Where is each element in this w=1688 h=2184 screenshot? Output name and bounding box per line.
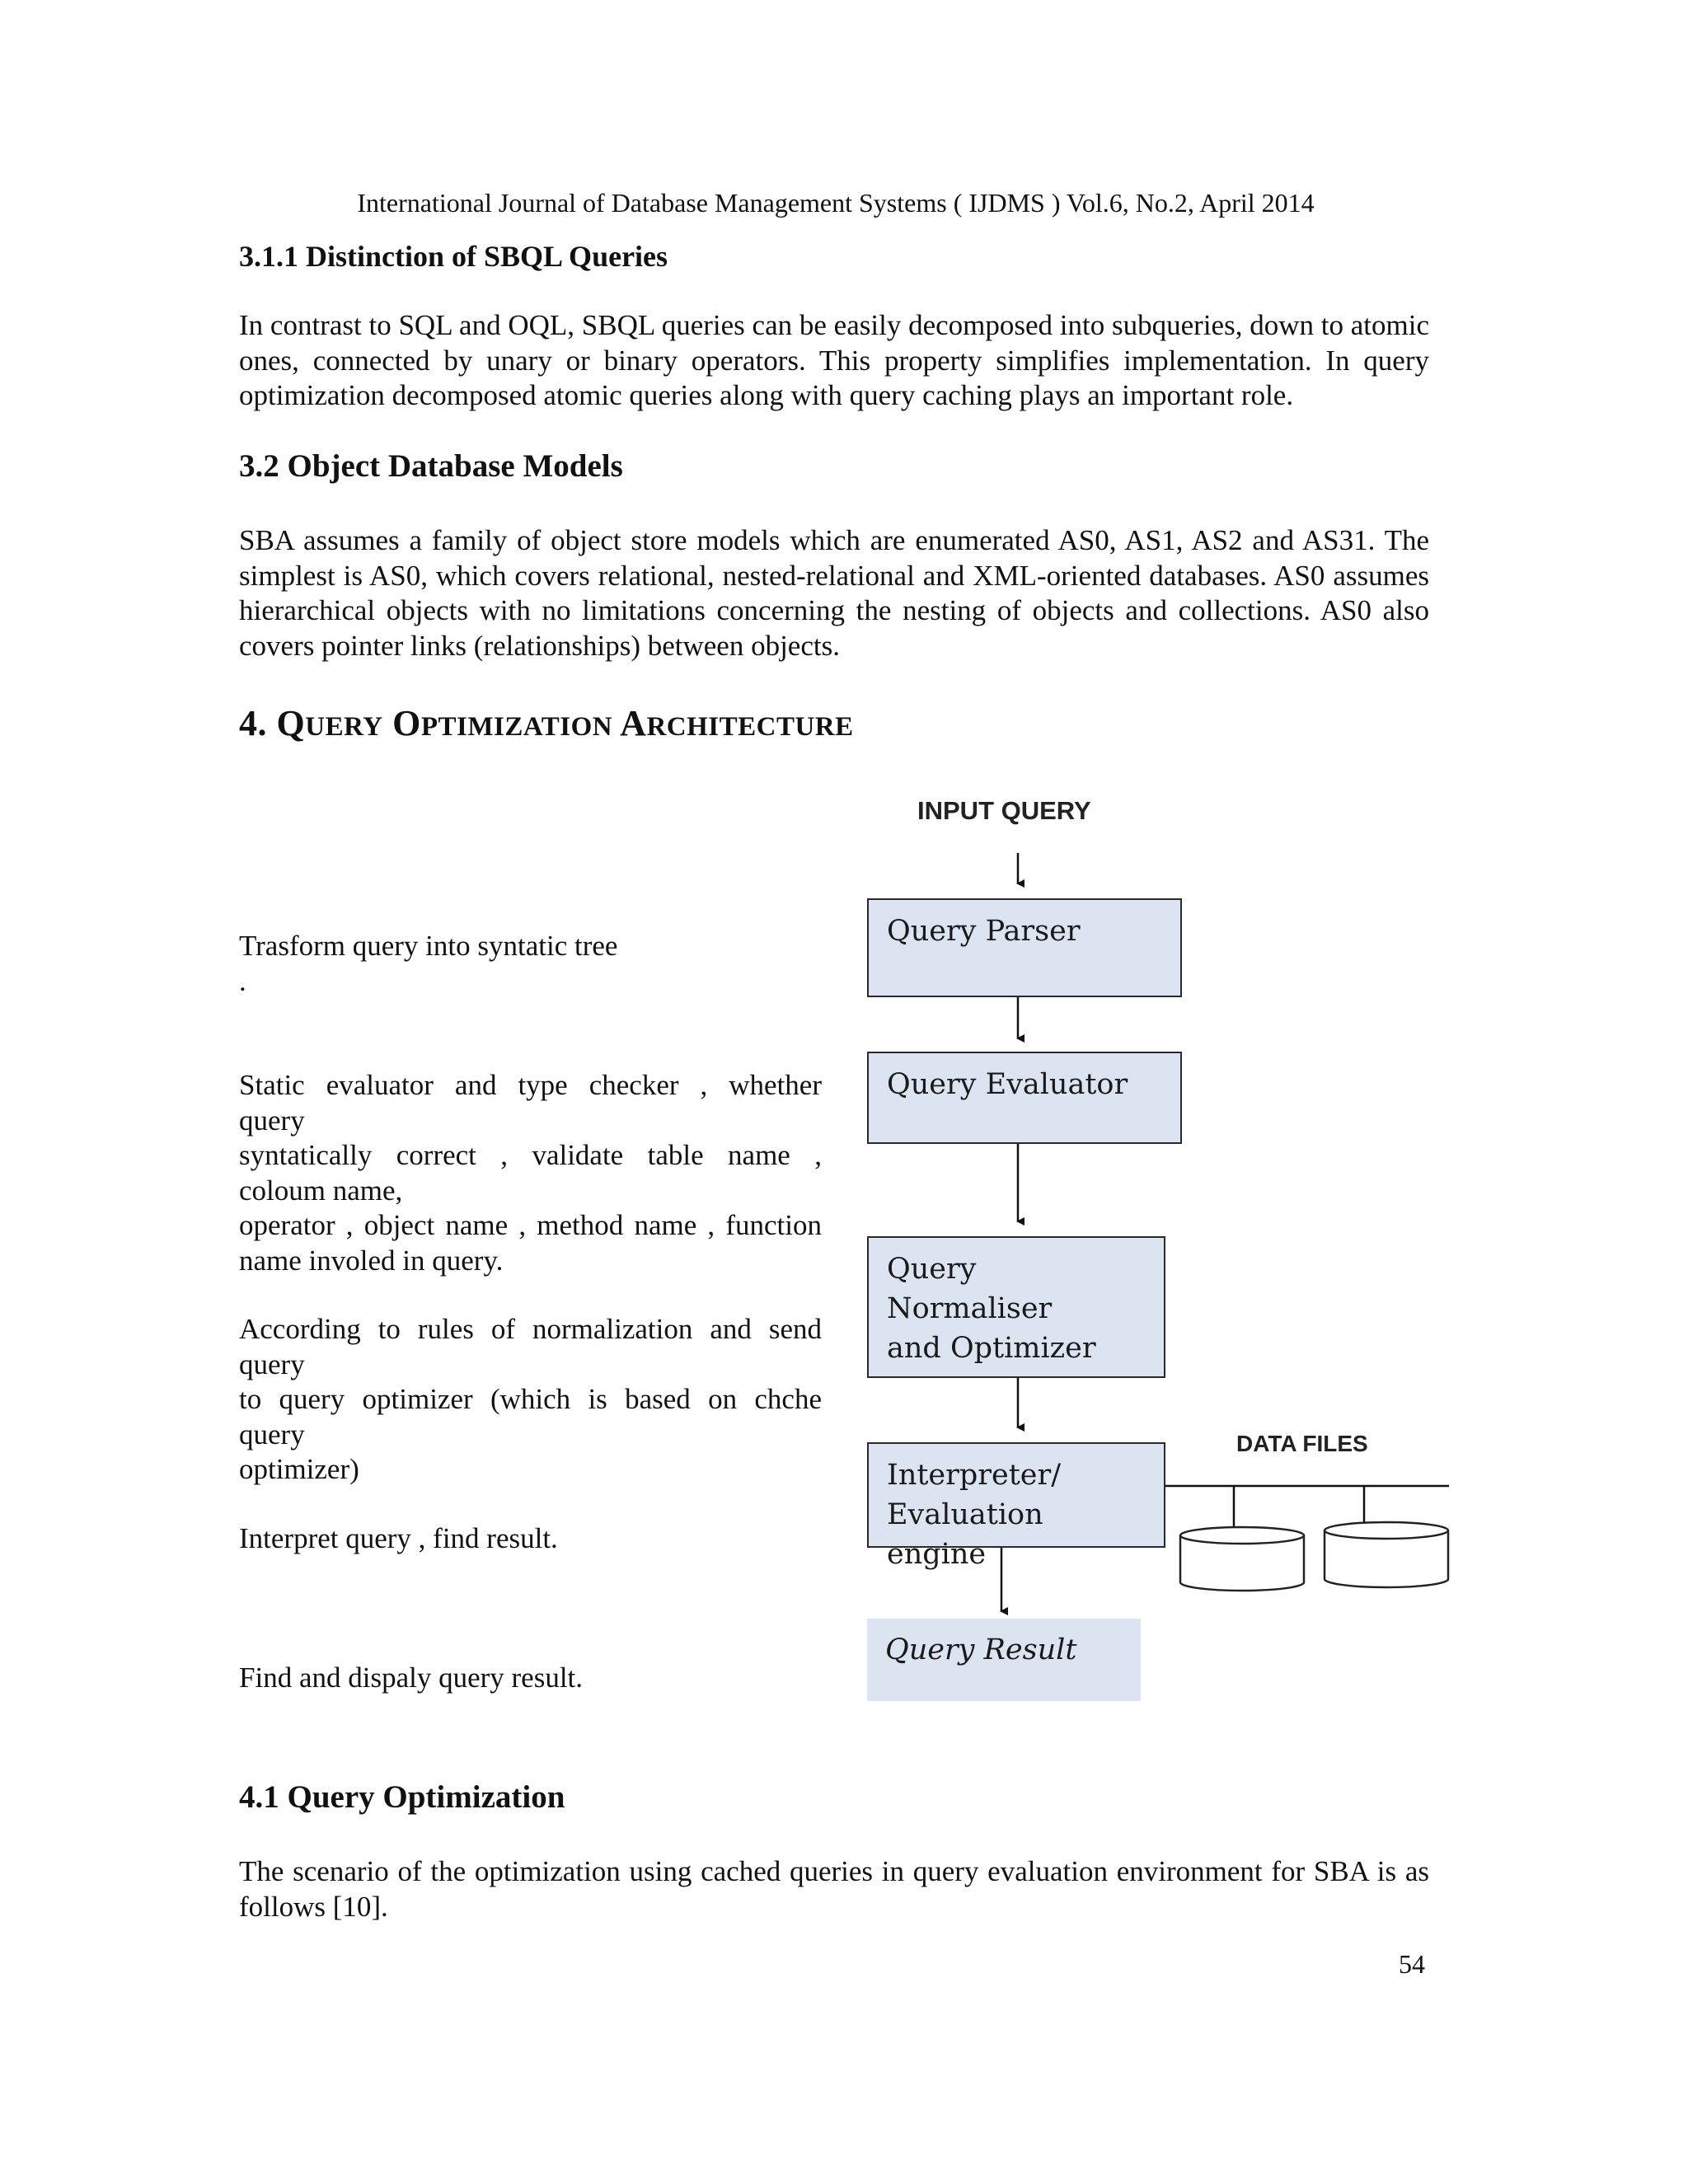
heading-4-number: 4.: [239, 703, 267, 743]
input-query-label: INPUT QUERY: [917, 796, 1091, 825]
data-files-label: DATA FILES: [1236, 1431, 1368, 1456]
journal-title: International Journal of Database Management Systems ( IJDMS ) Vol.6, No.2, April 2014: [357, 188, 1315, 218]
note-parser: Trasform query into syntatic tree .: [239, 930, 618, 997]
heading-3-1-1: 3.1.1 Distinction of SBQL Queries: [239, 240, 668, 273]
heading-3-2: 3.2 Object Database Models: [239, 448, 623, 484]
running-header: [0, 188, 1688, 218]
architecture-diagram: [849, 791, 1475, 1714]
note-evaluator: Static evaluator and type checker , whether query syntatically correct , validate table name , coloum name, operator , object name , method name , function name involed in query.: [239, 1069, 822, 1277]
data-file-disk-1: [1180, 1527, 1304, 1591]
note-interpreter: Interpret query , find result.: [239, 1522, 558, 1554]
heading-4: [239, 702, 854, 744]
query-normaliser-box: Query Normaliser and Optimizer: [867, 1236, 1165, 1378]
data-file-disk-2: [1325, 1522, 1448, 1587]
query-evaluator-box: Query Evaluator: [867, 1052, 1182, 1144]
heading-4-word-2: OPTIMIZATION: [392, 703, 613, 743]
query-parser-box: Query Parser: [867, 898, 1182, 997]
heading-4-1: 4.1 Query Optimization: [239, 1779, 565, 1815]
note-result: Find and dispaly query result.: [239, 1661, 584, 1694]
paragraph-4-1: The scenario of the optimization using cached queries in query evaluation environment for SBA is as follows [10].: [239, 1855, 1429, 1923]
paragraph-3-1-1: In contrast to SQL and OQL, SBQL queries can be easily decomposed into subqueries, down to atomic ones, connected by unary or binary operators. This property simplifies implementation. In query optimization decomposed atomic queries along with query caching plays an important role.: [239, 309, 1429, 411]
interpreter-box: Interpreter/ Evaluation engine: [867, 1442, 1165, 1548]
heading-4-word-3: ARCHITECTURE: [620, 703, 854, 743]
query-result-box: Query Result: [867, 1619, 1141, 1701]
page-number: 54: [1399, 1949, 1425, 1979]
heading-4-word-1: QUERY: [276, 703, 383, 743]
paragraph-3-2: SBA assumes a family of object store models which are enumerated AS0, AS1, AS2 and AS31. The simplest is AS0, which covers relational, nested-relational and XML-oriented databases. AS0 assumes hierarchical objects with no limitations concerning the nesting of objects and collections. AS0 also covers pointer links (relationships) between objects.: [239, 524, 1429, 662]
note-normaliser: According to rules of normalization and send query to query optimizer (which is based on chche query optimizer): [239, 1313, 822, 1485]
